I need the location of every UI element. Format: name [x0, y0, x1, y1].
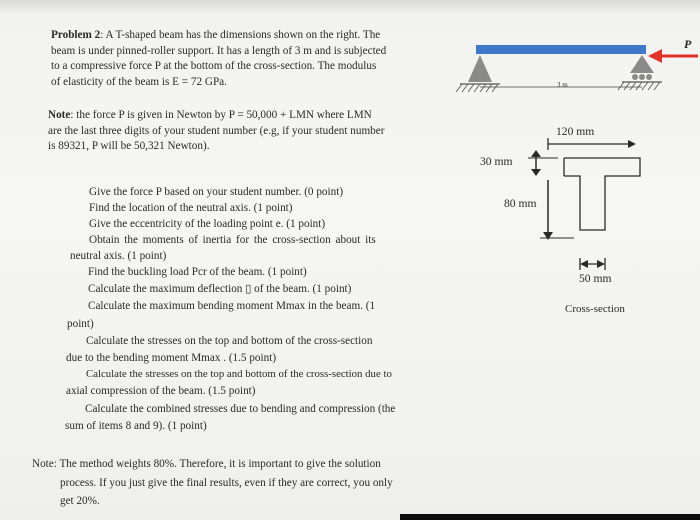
web-height-dimension — [540, 180, 574, 240]
task-9-cont: axial compression of the beam. (1.5 point) — [66, 385, 256, 397]
flange-thickness-label: 30 mm — [480, 155, 513, 168]
task-3: Give the eccentricity of the loading point e. (1 point) — [89, 218, 326, 230]
task-2: Find the location of the neutral axis. (1 point) — [89, 202, 293, 214]
force-note-line-2: are the last three digits of your student number (e.g, if your student number — [48, 124, 385, 137]
beam — [476, 45, 646, 54]
task-10: Calculate the combined stresses due to bending and compression (the — [85, 403, 396, 415]
task-9: Calculate the stresses on the top and bottom of the cross-section due to — [86, 368, 392, 380]
task-4: Obtain the moments of inertia for the cross-section about its — [89, 234, 376, 246]
problem-line-3: to a compressive force P at the bottom of the cross-section. The modulus — [51, 60, 377, 73]
task-10-cont: sum of items 8 and 9). (1 point) — [65, 420, 207, 432]
problem-line-2: beam is under pinned-roller support. It has a length of 3 m and is subjected — [51, 44, 387, 57]
web-width-dimension — [580, 258, 605, 270]
span-label: 3 m — [557, 81, 568, 89]
task-8-cont: due to the bending moment Mmax . (1.5 point) — [66, 352, 277, 364]
flange-width-label: 120 mm — [556, 125, 595, 138]
task-8: Calculate the stresses on the top and bottom of the cross-section — [86, 335, 373, 347]
t-cross-section — [564, 158, 640, 230]
problem-line-4: of elasticity of the beam is E = 72 GPa. — [51, 75, 227, 88]
problem-line-1: Problem 2: A T-shaped beam has the dimensions shown on the right. The — [51, 29, 381, 41]
task-1: Give the force P based on your student number. (0 point) — [89, 186, 344, 198]
web-width-label: 50 mm — [579, 272, 612, 285]
task-5: Find the buckling load Pcr of the beam. (1 point) — [88, 266, 307, 278]
task-7-cont: point) — [67, 318, 94, 330]
flange-thickness-dimension — [528, 150, 558, 176]
force-note-line-3: is 89321, P will be 50,321 Newton). — [48, 140, 210, 153]
weighting-note-line-3: get 20%. — [60, 495, 100, 508]
bottom-edge — [400, 514, 700, 520]
weighting-note-line-1: Note: The method weights 80%. Therefore, it is important to give the solution — [32, 458, 381, 470]
weighting-note-line-2: process. If you just give the final results, even if they are correct, you only — [60, 476, 393, 489]
flange-width-dimension — [548, 138, 636, 150]
web-height-label: 80 mm — [504, 197, 537, 210]
roller-support — [618, 55, 662, 90]
force-label: P — [684, 37, 692, 51]
task-6: Calculate the maximum deflection ▯ of the beam. (1 point) — [88, 283, 352, 295]
cross-section-caption: Cross-section — [565, 303, 625, 315]
force-note-line-1: Note: the force P is given in Newton by P = 50,000 + LMN where LMN — [48, 109, 372, 121]
task-4-cont: neutral axis. (1 point) — [70, 250, 167, 262]
task-7: Calculate the maximum bending moment Mmax in the beam. (1 — [88, 300, 376, 312]
pinned-support — [456, 55, 500, 92]
